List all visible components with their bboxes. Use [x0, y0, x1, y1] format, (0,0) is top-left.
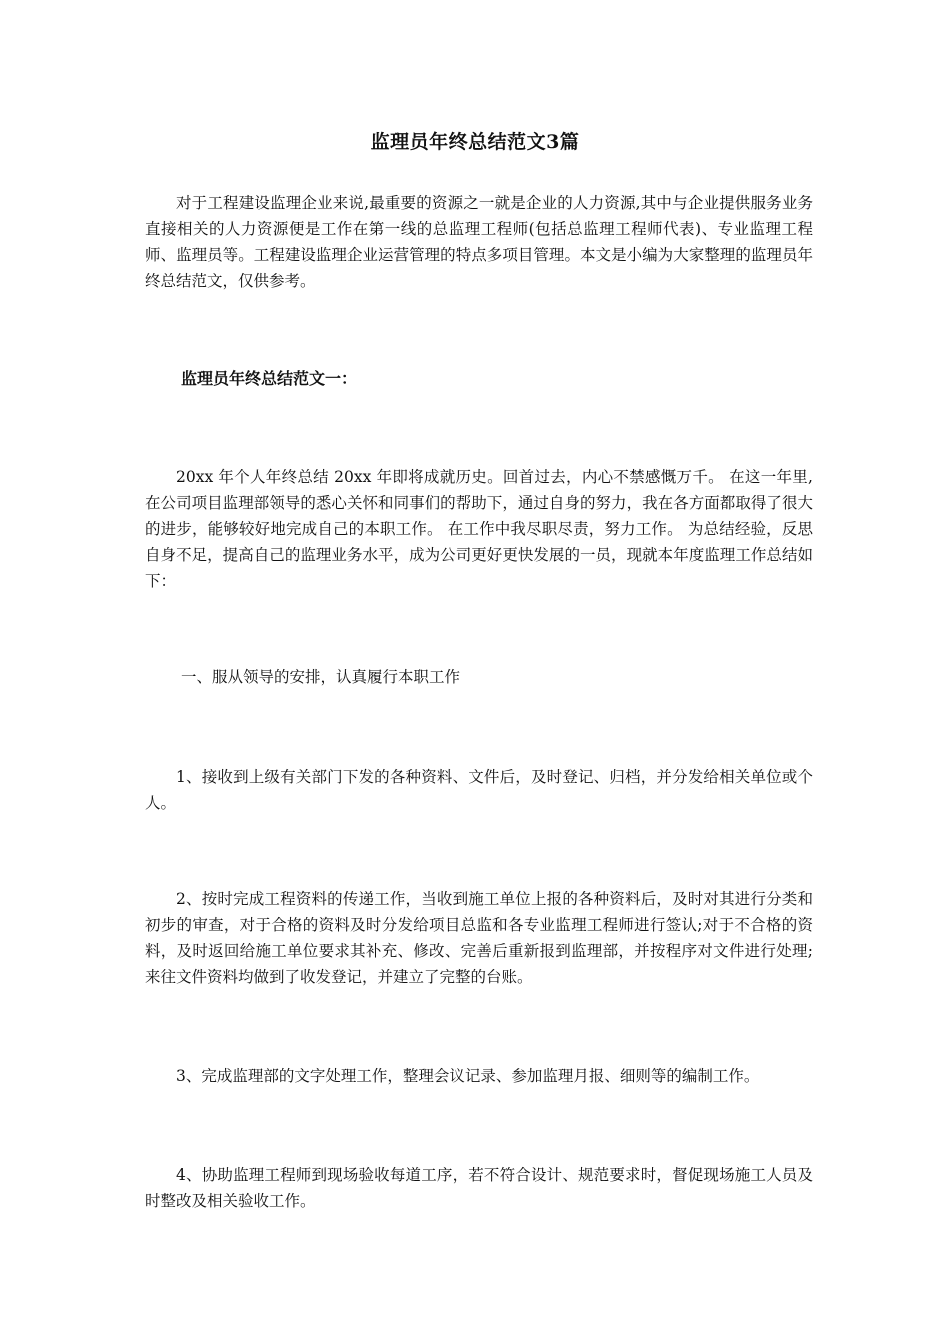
list-item-4: 4、协助监理工程师到现场验收每道工序，若不符合设计、规范要求时，督促现场施工人员及时整改及相关验收工作。	[145, 1166, 813, 1210]
list-item-2: 2、按时完成工程资料的传递工作，当收到施工单位上报的各种资料后，及时对其进行分类和初步的审查，对于合格的资料及时分发给项目总监和各专业监理工程师进行签认;对于不合格的资料，及时返回给施工单位要求其补充、修改、完善后重新报到监理部，并按程序对文件进行处理;来往文件资料均做到了收发登记，并建立了完整的台账。	[145, 890, 813, 986]
section-heading-one: 监理员年终总结范文一：	[181, 369, 358, 388]
intro-paragraph: 对于工程建设监理企业来说,最重要的资源之一就是企业的人力资源,其中与企业提供服务业务直接相关的人力资源便是工作在第一线的总监理工程师(包括总监理工程师代表)、专业监理工程师、监理员等。工程建设监理企业运营管理的特点多项目管理。本文是小编为大家整理的监理员年终总结范文，仅供参考。	[145, 194, 813, 290]
document-title: 监理员年终总结范文3篇	[370, 131, 580, 153]
summary-paragraph: 20xx 年个人年终总结 20xx 年即将成就历史。回首过去，内心不禁感慨万千。 在这一年里,在公司项目监理部领导的悉心关怀和同事们的帮助下，通过自身的努力，我在各方面都取得了很大的进步，能够较好地完成自己的本职工作。 在工作中我尽职尽责，努力工作。 为总结经验，反思自身不足，提高自己的监理业务水平，成为公司更好更快发展的一员，现就本年度监理工作总结如下：	[145, 468, 813, 590]
section-title-one: 一、服从领导的安排，认真履行本职工作	[181, 668, 461, 686]
list-item-3: 3、完成监理部的文字处理工作，整理会议记录、参加监理月报、细则等的编制工作。	[176, 1067, 760, 1085]
list-item-1: 1、接收到上级有关部门下发的各种资料、文件后，及时登记、归档，并分发给相关单位或个人。	[145, 768, 813, 812]
